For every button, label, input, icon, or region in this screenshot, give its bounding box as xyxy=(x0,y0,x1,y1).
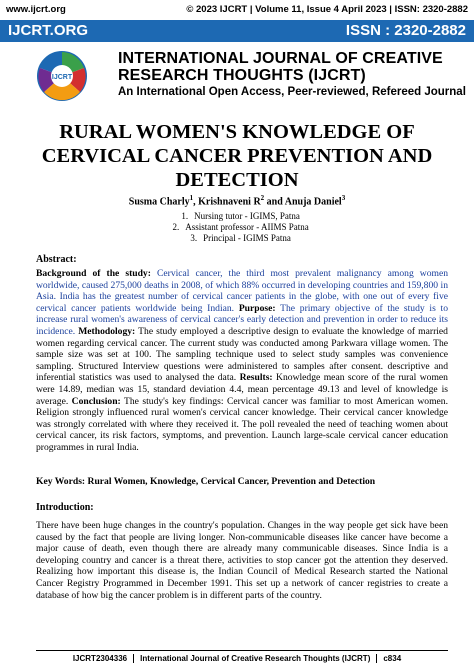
results-label: Results: xyxy=(236,372,273,384)
purpose-label: Purpose: xyxy=(234,302,276,314)
title-line2: CERVICAL CANCER PREVENTION AND xyxy=(41,145,433,167)
abstract-body xyxy=(36,268,448,454)
author-3: Anuja Daniel xyxy=(284,196,342,208)
author-sep-2: and xyxy=(264,196,285,208)
author-list xyxy=(20,194,454,207)
author-1-sup: 1 xyxy=(189,194,194,202)
author-sep-1: , xyxy=(193,196,199,208)
affiliation-item: 3. Principal - IGIMS Patna xyxy=(190,233,291,243)
methodology-text: The study employed a descriptive design to evaluate the knowledge of married women regarding cervical cancer. The current study was conducted among Parkwara village women. The sample size was set at 100. The sampling technique used to select study samples was convenience sampling. Structured Interview questions were administered to samples after consent. descriptive and inferential statistics was used to analysed the data. xyxy=(36,325,448,384)
affiliation-item: 2. Assistant professor - AIIMS Patna xyxy=(172,222,309,232)
introduction-body: There have been huge changes in the country's population. Changes in the way people get sick have been caused by the fact that people are living longer. Non-communicable diseases like cancer have become a major cause of death, even though there are already many communicable diseases. Since India is a developing country and cancer is a threat there, activities to stop cancer got the attention they deserved. Realizing how important this disease is, the Indian Council of Medical Research started the National Cancer Registry Programmed in December 1991. This set up a network of cancer registries to create a database of how big the cancer problem is in different parts of the country. xyxy=(36,520,448,601)
banner-site-name: IJCRT.ORG xyxy=(8,22,89,39)
affiliation-item: 1. Nursing tutor - IGIMS, Patna xyxy=(181,211,300,221)
ijcrt-logo-icon xyxy=(22,48,102,104)
conclusion-text: The study's key findings: Cervical cancer was familiar to most American women. Religion strongly influenced rural women's cervical cancer knowledge. Their cervical cancer knowledge was strongly correlated with where they received it. The poll revealed the need of teaching women about cervical cancer, its risk factors, symptoms, and prevention. Launch large-scale cervical cancer education programmes in rural India. xyxy=(36,395,448,453)
journal-banner xyxy=(0,20,474,42)
masthead xyxy=(0,42,474,108)
purpose-text: The primary objective of the study is to increase rural women's awareness of cervical cancer's early detection and prevention in order to reduce its incidence. xyxy=(36,302,449,337)
page-footer xyxy=(0,654,474,670)
site-url[interactable]: www.ijcrt.org xyxy=(6,4,66,15)
author-2-sup: 2 xyxy=(260,194,265,202)
affiliations xyxy=(20,211,454,244)
footer-paper-id: IJCRT2304336 xyxy=(72,654,128,663)
journal-name xyxy=(118,50,468,84)
results-text: Knowledge mean score of the rural women were 14.89, median was 15, standard deviation 4.4, mean percentage 49.13 and level of knowledge is average. xyxy=(36,372,448,407)
author-3-sup: 3 xyxy=(341,194,346,202)
introduction-heading: Introduction: xyxy=(36,502,94,513)
journal-name-line1: INTERNATIONAL JOURNAL OF CREATIVE xyxy=(118,50,443,67)
paper-title xyxy=(20,120,454,192)
keywords: Key Words: Rural Women, Knowledge, Cervical Cancer, Prevention and Detection xyxy=(36,476,376,487)
footer-divider xyxy=(36,650,448,651)
background-label: Background of the study: xyxy=(36,268,151,279)
journal-subtitle: An International Open Access, Peer-reviewed, Refereed Journal xyxy=(118,86,466,98)
logo-text: IJCRT xyxy=(51,74,73,81)
journal-name-line2: RESEARCH THOUGHTS (IJCRT) xyxy=(118,67,366,84)
banner-issn: ISSN : 2320-2882 xyxy=(345,22,466,39)
author-1: Susma Charly xyxy=(128,196,190,208)
abstract-heading: Abstract: xyxy=(36,254,77,265)
footer-page-number: c834 xyxy=(383,654,402,663)
footer-separator xyxy=(376,654,377,663)
background-text: Cervical cancer, the third most prevalent malignancy among women worldwide, caused 275,000 deaths in 2008, of which 88% occurred in developing countries and 159,800 in Asia. India has the greatest number of cervical cancer patients in the globe, with one out of every five cervical cancer patients worldwide being Indian. xyxy=(36,268,449,314)
conclusion-label: Conclusion: xyxy=(68,395,121,407)
title-line3: DETECTION xyxy=(175,169,299,191)
footer-separator xyxy=(133,654,134,663)
title-line1: RURAL WOMEN'S KNOWLEDGE OF xyxy=(59,121,415,143)
footer-journal: International Journal of Creative Research Thoughts (IJCRT) xyxy=(140,654,371,663)
methodology-label: Methodology: xyxy=(75,325,136,337)
volume-info: © 2023 IJCRT | Volume 11, Issue 4 April 2023 | ISSN: 2320-2882 xyxy=(186,4,468,15)
author-2: Krishnaveni R xyxy=(198,196,261,208)
top-header-bar xyxy=(0,0,474,20)
